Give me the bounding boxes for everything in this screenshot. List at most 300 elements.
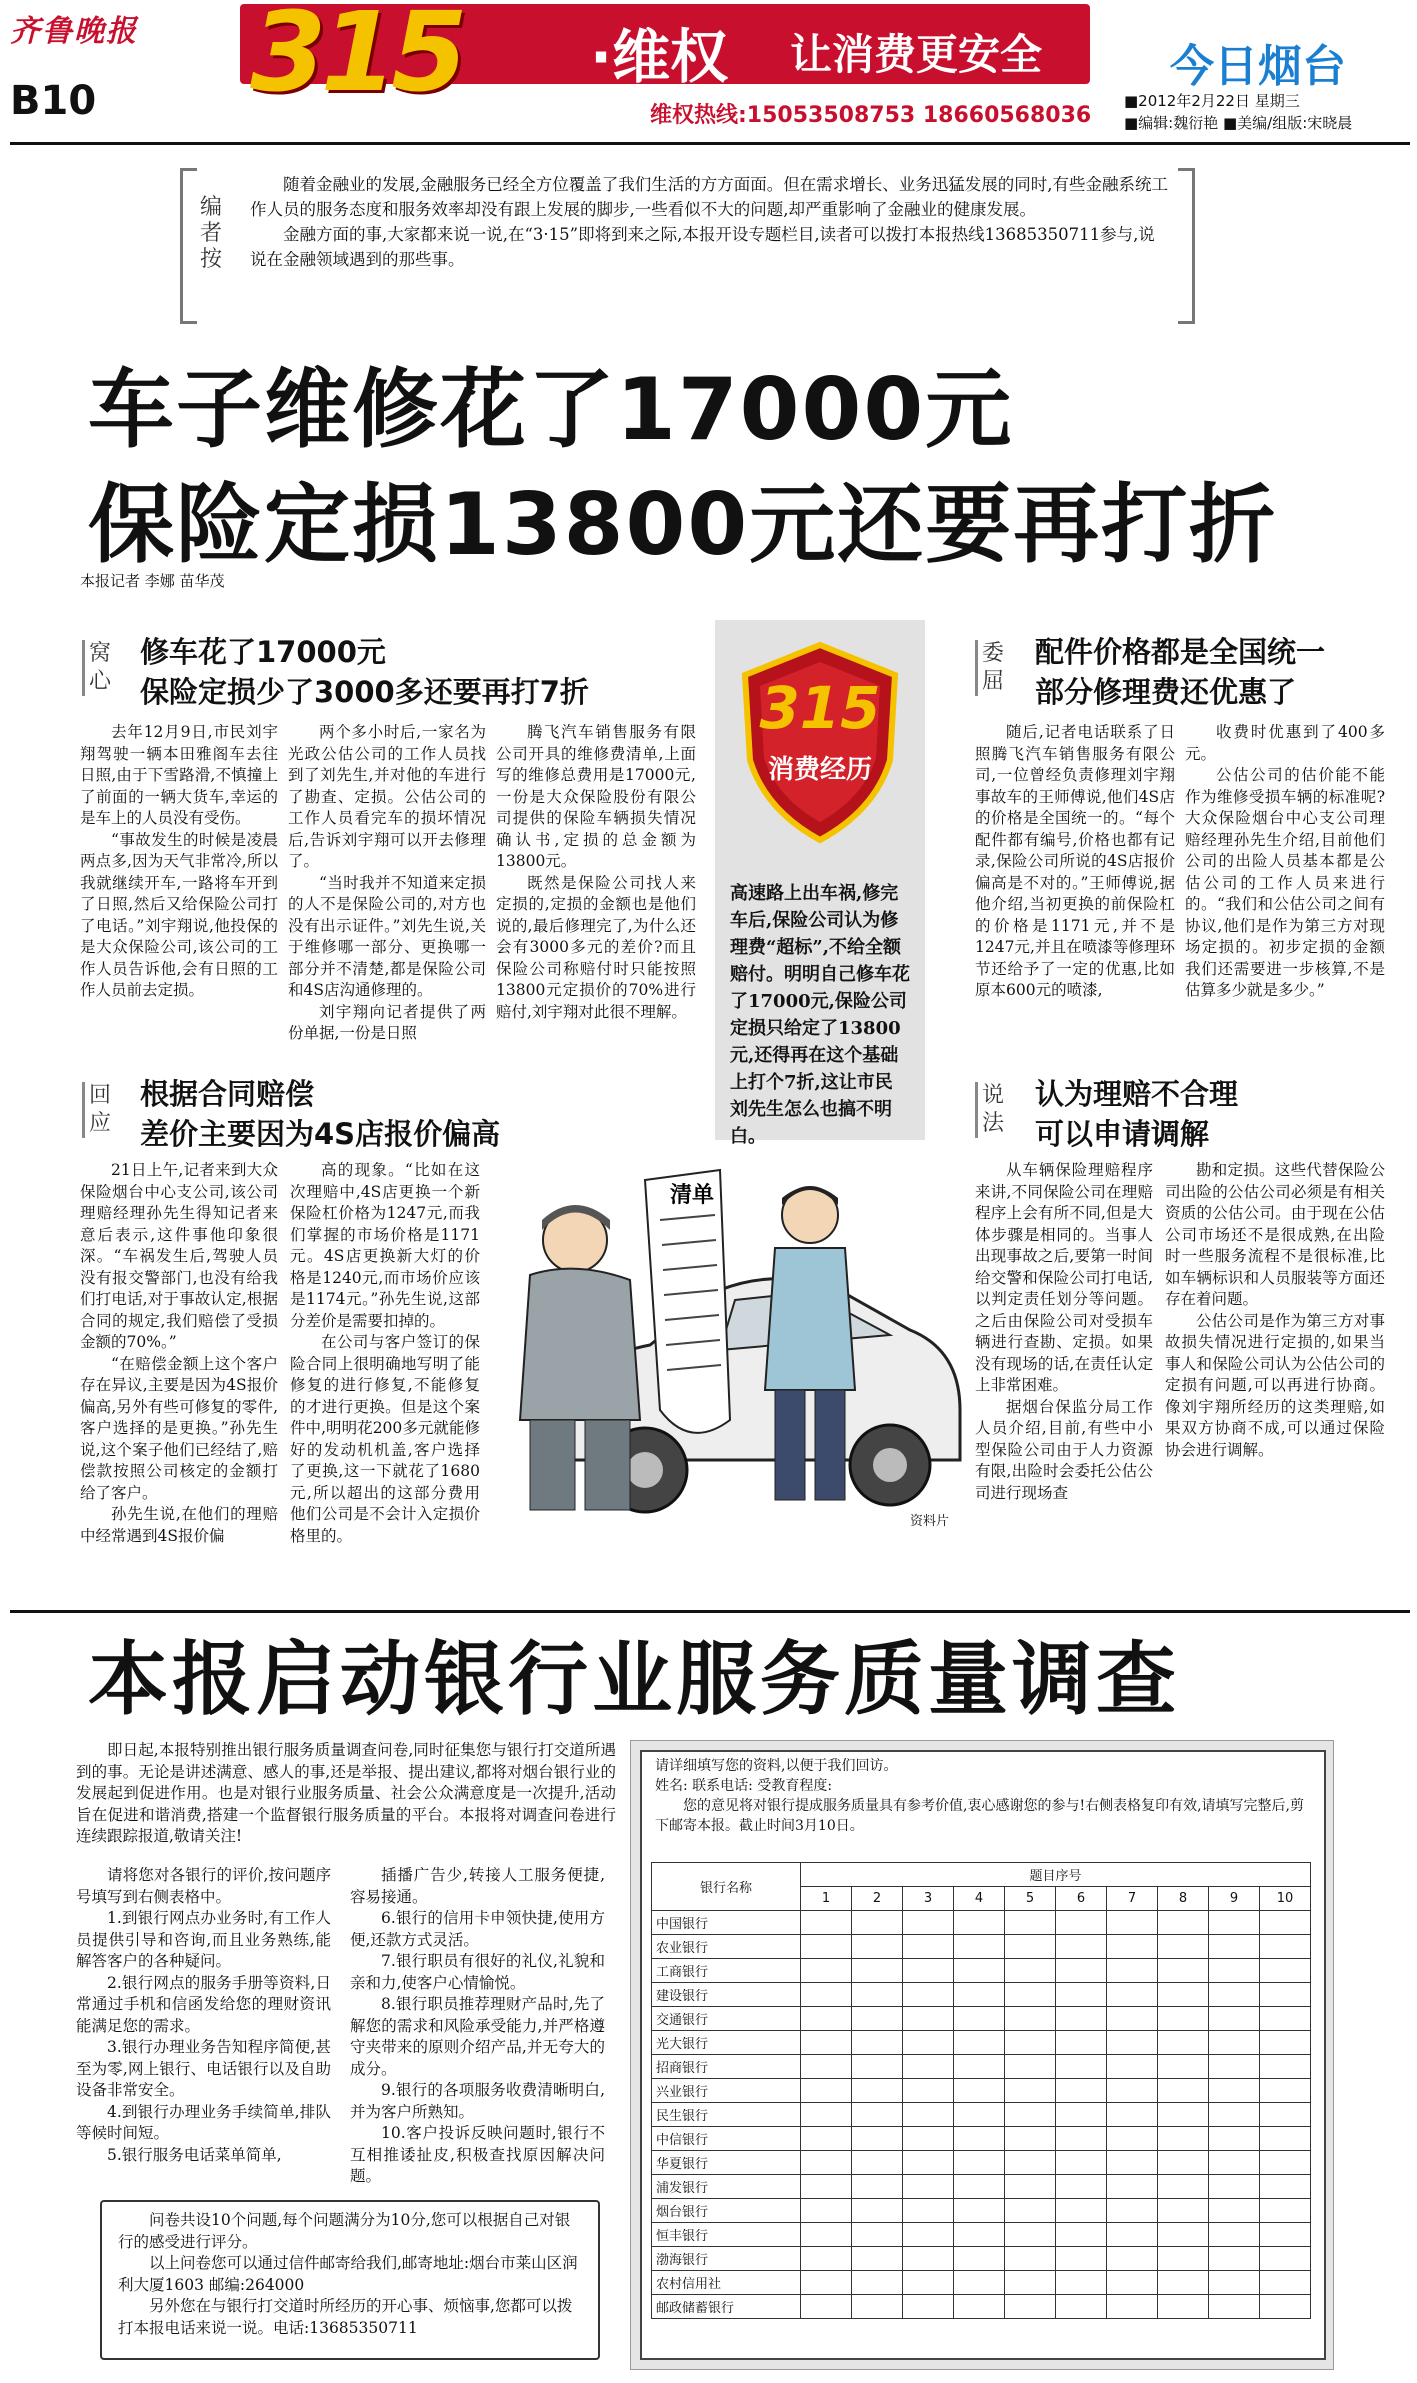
section1-title2: 保险定损少了3000多还要再打7折 [140, 675, 589, 709]
score-cell[interactable] [1107, 2247, 1158, 2271]
score-cell[interactable] [1107, 2151, 1158, 2175]
score-cell[interactable] [1005, 2079, 1056, 2103]
section2-title2: 部分修理费还优惠了 [1035, 675, 1297, 709]
score-cell[interactable] [1056, 2199, 1107, 2223]
score-cell[interactable] [903, 2007, 954, 2031]
score-cell[interactable] [1158, 2199, 1209, 2223]
score-cell[interactable] [1005, 2295, 1056, 2319]
list-label: 清单 [670, 1183, 715, 1208]
paragraph: 6.银行的信用卡申领快捷,使用方便,还款方式灵活。 [350, 1909, 605, 1949]
score-cell[interactable] [852, 2007, 903, 2031]
paragraph: 两个多小时后,一家名为光政公估公司的工作人员找到了刘先生,并对他的车进行了勘查、定损。公估公司的工作人员看完车的损坏情况后,告诉刘宇翔可以开去修理了。 [288, 723, 486, 870]
score-cell[interactable] [1158, 1983, 1209, 2007]
score-cell[interactable] [801, 1959, 852, 1983]
question-number: 8 [1158, 1887, 1209, 1911]
score-cell[interactable] [954, 2247, 1005, 2271]
score-cell[interactable] [903, 2175, 954, 2199]
section-rule [10, 1610, 1410, 1613]
score-cell[interactable] [852, 1911, 903, 1935]
score-cell[interactable] [1107, 2103, 1158, 2127]
score-cell[interactable] [954, 1911, 1005, 1935]
score-cell[interactable] [801, 2223, 852, 2247]
table-row [652, 2079, 1311, 2103]
score-cell[interactable] [954, 2127, 1005, 2151]
bank-questions-col-a [76, 1865, 331, 2166]
survey-instructions [655, 1756, 1305, 1836]
score-cell[interactable] [954, 2175, 1005, 2199]
score-cell[interactable] [852, 1983, 903, 2007]
section1-tag: 窝心 [82, 640, 123, 696]
section4-heading [1035, 1074, 1405, 1154]
score-cell[interactable] [1107, 2007, 1158, 2031]
score-cell[interactable] [903, 2103, 954, 2127]
score-cell[interactable] [801, 2103, 852, 2127]
score-cell[interactable] [852, 2031, 903, 2055]
table-row [652, 1959, 1311, 1983]
section3-col-a [80, 1160, 278, 1547]
score-cell[interactable] [801, 2175, 852, 2199]
score-cell[interactable] [801, 2271, 852, 2295]
bank-headline: 本报启动银行业服务质量调查 [88, 1633, 1180, 1726]
score-cell[interactable] [1260, 2223, 1311, 2247]
score-cell[interactable] [1209, 2151, 1260, 2175]
paragraph: 收费时优惠到了400多元。 [1185, 723, 1385, 763]
score-cell[interactable] [1107, 2127, 1158, 2151]
score-cell[interactable] [954, 2199, 1005, 2223]
score-cell[interactable] [903, 1935, 954, 1959]
bank-questions-col-b [350, 1865, 605, 2188]
score-cell[interactable] [1056, 2103, 1107, 2127]
paragraph: 问卷共设10个问题,每个问题满分为10分,您可以根据自己对银行的感受进行评分。 [118, 2211, 571, 2251]
score-cell[interactable] [852, 2079, 903, 2103]
score-cell[interactable] [1158, 1959, 1209, 1983]
bank-name: 光大银行 [652, 2031, 801, 2055]
bank-name: 中信银行 [652, 2127, 801, 2151]
section3-col-b [290, 1160, 480, 1547]
score-cell[interactable] [954, 2031, 1005, 2055]
score-cell[interactable] [1260, 2295, 1311, 2319]
score-cell[interactable] [954, 2271, 1005, 2295]
header-rule [10, 142, 1410, 145]
paragraph: 以上问卷您可以通过信件邮寄给我们,邮寄地址:烟台市莱山区润利大厦1603 邮编:264000 [118, 2254, 578, 2294]
score-cell[interactable] [1209, 2175, 1260, 2199]
paragraph: 随后,记者电话联系了日照腾飞汽车销售服务有限公司,一位曾经负责修理刘宇翔事故车的王师傅说,他们4S店的价格是全国统一的。“每个配件都有编号,价格也都有记录,保险公司所说的4S店报价偏高是不对的。”王师傅说,据他介绍,当初更换的前保险杠的价格是1171元,并不是1247元,并且在喷漆等修理环节还给予了一定的优惠,比如原本600元的喷漆, [975, 723, 1175, 999]
score-cell[interactable] [1107, 1959, 1158, 1983]
paragraph: 高的现象。“比如在这次理赔中,4S店更换一个新保险杠价格为1247元,而我们掌握的市场价格是1171元。4S店更换新大灯的价格是1240元,而市场价应该是1174元。”孙先生说,这部分差价是需要扣掉的。 [290, 1161, 480, 1330]
score-cell[interactable] [801, 2151, 852, 2175]
survey-body [652, 1911, 1311, 2319]
score-cell[interactable] [1158, 2271, 1209, 2295]
question-number: 5 [1005, 1887, 1056, 1911]
paragraph: 据烟台保监分局工作人员介绍,目前,有些中小型保险公司由于人力资源有限,出险时会委托公估公司进行现场查 [975, 1397, 1153, 1502]
paragraph: 在公司与客户签订的保险合同上很明确地写明了能修复的进行修复,不能修复的才进行更换。但是这个案件中,明明花200多元就能修好的发动机机盖,客户选择了更换,这一下就花了1680元,所以超出的这部分费用他们公司是不会计入定损价格里的。 [290, 1333, 480, 1545]
section4-col-a [975, 1160, 1153, 1504]
survey-instr2[interactable]: 姓名: 联系电话: 受教育程度: [655, 1778, 833, 1794]
section2-col-b [1185, 722, 1385, 1002]
score-cell[interactable] [1260, 2247, 1311, 2271]
paragraph: 腾飞汽车销售服务有限公司开具的维修费清单,上面写的维修总费用是17000元,一份是大众保险股份有限公司提供的保险车辆损失情况确认书,定损的总金额为13800元。 [496, 723, 696, 870]
score-cell[interactable] [903, 1959, 954, 1983]
score-cell[interactable] [1260, 2127, 1311, 2151]
section4-title1: 认为理赔不合理 [1035, 1077, 1239, 1111]
banner-title: ·维权 [590, 23, 729, 91]
score-cell[interactable] [1005, 2223, 1056, 2247]
score-cell[interactable] [801, 1983, 852, 2007]
score-cell[interactable] [1209, 2079, 1260, 2103]
score-cell[interactable] [1056, 2127, 1107, 2151]
score-cell[interactable] [852, 1935, 903, 1959]
score-cell[interactable] [903, 2271, 954, 2295]
table-row [652, 2103, 1311, 2127]
score-cell[interactable] [1005, 2055, 1056, 2079]
score-cell[interactable] [1260, 2271, 1311, 2295]
question-number: 9 [1209, 1887, 1260, 1911]
score-cell[interactable] [801, 2055, 852, 2079]
paragraph: 8.银行职员推荐理财产品时,先了解您的需求和风险承受能力,并严格遵守夹带来的原则介绍产品,并无夸大的成分。 [350, 1995, 605, 2078]
score-cell[interactable] [852, 2271, 903, 2295]
table-row [652, 1935, 1311, 1959]
headline-line1: 车子维修花了17000元 [88, 360, 1014, 460]
score-cell[interactable] [1056, 2079, 1107, 2103]
score-cell[interactable] [1158, 2295, 1209, 2319]
score-cell[interactable] [903, 2223, 954, 2247]
paragraph: 3.银行办理业务告知程序简便,甚至为零,网上银行、电话银行以及自助设备非常安全。 [76, 2038, 331, 2099]
score-cell[interactable] [1260, 2175, 1311, 2199]
score-cell[interactable] [1056, 2175, 1107, 2199]
badge-text: 消费经历 [767, 755, 873, 785]
score-cell[interactable] [1056, 2007, 1107, 2031]
score-cell[interactable] [1107, 2175, 1158, 2199]
score-cell[interactable] [1056, 1911, 1107, 1935]
score-cell[interactable] [1158, 2079, 1209, 2103]
table-row [652, 1911, 1311, 1935]
headline-line2: 保险定损13800元还要再打折 [88, 475, 1278, 575]
score-cell[interactable] [852, 2127, 903, 2151]
survey-table [651, 1862, 1311, 2319]
masthead: 齐鲁晚报 [10, 14, 138, 49]
score-cell[interactable] [1005, 2103, 1056, 2127]
score-cell[interactable] [1107, 2199, 1158, 2223]
score-cell[interactable] [852, 2175, 903, 2199]
editor-line: ■编辑:魏衍艳 ■美编/组版:宋晓晨 [1124, 114, 1353, 132]
score-cell[interactable] [1260, 1935, 1311, 1959]
score-cell[interactable] [1209, 2271, 1260, 2295]
table-row [652, 2127, 1311, 2151]
bank-name: 建设银行 [652, 1983, 801, 2007]
score-cell[interactable] [1056, 2247, 1107, 2271]
paragraph: 孙先生说,在他们的理赔中经常遇到4S报价偏 [80, 1505, 278, 1545]
score-cell[interactable] [1107, 1935, 1158, 1959]
bank-name: 恒丰银行 [652, 2223, 801, 2247]
score-cell[interactable] [1107, 2055, 1158, 2079]
score-cell[interactable] [801, 2031, 852, 2055]
header-question: 题目序号 [801, 1863, 1311, 1887]
score-cell[interactable] [1260, 1911, 1311, 1935]
score-cell[interactable] [954, 2103, 1005, 2127]
section4-title2: 可以申请调解 [1035, 1117, 1210, 1151]
paragraph: 公估公司是作为第三方对事故损失情况进行定损的,如果当事人和保险公司认为公估公司的定损有问题,可以再进行协商。像刘宇翔所经历的这类理赔,如果双方协商不成,可以通过保险协会进行调解。 [1165, 1311, 1385, 1459]
paragraph: 9.银行的各项服务收费清晰明白,并为客户所熟知。 [350, 2081, 605, 2121]
question-number: 2 [852, 1887, 903, 1911]
score-cell[interactable] [1260, 1983, 1311, 2007]
score-cell[interactable] [852, 2295, 903, 2319]
section3-title1: 根据合同赔偿 [140, 1077, 315, 1111]
paragraph: 插播广告少,转接人工服务便捷,容易接通。 [350, 1866, 605, 1906]
score-cell[interactable] [1209, 2223, 1260, 2247]
score-cell[interactable] [1005, 1983, 1056, 2007]
paragraph: 另外您在与银行打交道时所经历的开心事、烦恼事,您都可以拨打本报电话来说一说。电话:13685350711 [118, 2297, 573, 2337]
table-row [652, 2295, 1311, 2319]
bank-name: 交通银行 [652, 2007, 801, 2031]
bank-name: 中国银行 [652, 1911, 801, 1935]
banner-315-logo: 315 [250, 0, 462, 116]
score-cell[interactable] [1005, 2007, 1056, 2031]
score-cell[interactable] [1005, 1935, 1056, 1959]
section4-col-b [1165, 1160, 1385, 1461]
table-row [652, 2055, 1311, 2079]
score-cell[interactable] [852, 1959, 903, 1983]
date-line: ■2012年2月22日 星期三 [1124, 92, 1300, 110]
table-row [652, 1983, 1311, 2007]
table-row [652, 2031, 1311, 2055]
score-cell[interactable] [1158, 2127, 1209, 2151]
editor-note-p2: 金融方面的事,大家都来说一说,在“3·15”即将到来之际,本报开设专题栏目,读者可以拨打本报热线13685350711参与,说说在金融领域遇到的那些事。 [250, 225, 1155, 269]
score-cell[interactable] [903, 1983, 954, 2007]
score-cell[interactable] [801, 2007, 852, 2031]
score-cell[interactable] [1260, 2103, 1311, 2127]
score-cell[interactable] [903, 1911, 954, 1935]
score-cell[interactable] [1056, 2295, 1107, 2319]
score-cell[interactable] [1260, 2199, 1311, 2223]
score-cell[interactable] [1260, 2031, 1311, 2055]
score-cell[interactable] [1107, 2295, 1158, 2319]
paragraph: 从车辆保险理赔程序来讲,不同保险公司在理赔程序上会有所不同,但是大体步骤是相同的。当事人出现事故之后,要第一时间给交警和保险公司打电话,以判定责任划分等问题。之后由保险公司对受损车辆进行查勘、定损。如果没有现场的话,在责任认定上非常困难。 [975, 1161, 1153, 1394]
score-cell[interactable] [1158, 2031, 1209, 2055]
bank-intro [76, 1740, 616, 1848]
score-cell[interactable] [1056, 2223, 1107, 2247]
bank-name: 邮政储蓄银行 [652, 2295, 801, 2319]
paragraph: 4.到银行办理业务手续简单,排队等候时间短。 [76, 2102, 331, 2142]
score-cell[interactable] [1056, 1959, 1107, 1983]
score-cell[interactable] [852, 2151, 903, 2175]
score-cell[interactable] [1209, 2031, 1260, 2055]
score-cell[interactable] [1158, 2175, 1209, 2199]
score-cell[interactable] [1209, 2055, 1260, 2079]
score-cell[interactable] [954, 1983, 1005, 2007]
table-row [652, 2223, 1311, 2247]
bank-name: 民生银行 [652, 2103, 801, 2127]
score-cell[interactable] [903, 2031, 954, 2055]
score-cell[interactable] [801, 1911, 852, 1935]
score-cell[interactable] [903, 2079, 954, 2103]
section2-col-a [975, 722, 1175, 1002]
score-cell[interactable] [1107, 1983, 1158, 2007]
score-cell[interactable] [1056, 1983, 1107, 2007]
score-cell[interactable] [801, 2247, 852, 2271]
score-cell[interactable] [1260, 2007, 1311, 2031]
score-cell[interactable] [852, 2055, 903, 2079]
score-cell[interactable] [1107, 2223, 1158, 2247]
paragraph: 即日起,本报特别推出银行服务质量调查问卷,同时征集您与银行打交道所遇到的事。无论是讲述满意、感人的事,还是举报、提出建议,都将对烟台银行业的发展起到促进作用。也是对银行业服务质量、社会公众满意度是一次提升,活动旨在促进和谐消费,搭建一个监督银行服务质量的平台。本报将对调查问卷进行连续跟踪报道,敬请关注! [76, 1741, 616, 1845]
score-cell[interactable] [1260, 1959, 1311, 1983]
score-cell[interactable] [852, 2223, 903, 2247]
score-cell[interactable] [852, 2103, 903, 2127]
bank-name: 渤海银行 [652, 2247, 801, 2271]
section1-col-c [496, 722, 696, 1023]
bank-name: 兴业银行 [652, 2079, 801, 2103]
score-cell[interactable] [954, 2055, 1005, 2079]
score-cell[interactable] [1209, 2199, 1260, 2223]
bank-name: 工商银行 [652, 1959, 801, 1983]
paragraph: 2.银行网点的服务手册等资料,日常通过手机和信函发给您的理财资讯能满足您的需求。 [76, 1973, 331, 2035]
score-cell[interactable] [1158, 1935, 1209, 1959]
score-cell[interactable] [801, 2295, 852, 2319]
score-cell[interactable] [1107, 1911, 1158, 1935]
bank-name: 华夏银行 [652, 2151, 801, 2175]
page-number: B10 [10, 78, 97, 124]
score-cell[interactable] [801, 2079, 852, 2103]
paragraph: 7.银行职员有很好的礼仪,礼貌和亲和力,使客户心情愉悦。 [350, 1952, 605, 1992]
score-cell[interactable] [801, 1935, 852, 1959]
score-cell[interactable] [1056, 2031, 1107, 2055]
question-number: 3 [903, 1887, 954, 1911]
paragraph: 5.银行服务电话菜单简单, [107, 2145, 282, 2164]
score-cell[interactable] [1056, 2055, 1107, 2079]
bank-name: 农村信用社 [652, 2271, 801, 2295]
survey-instr3: 您的意见将对银行提成服务质量具有参考价值,衷心感谢您的参与!右侧表格复印有效,请填写完整后,剪下邮寄本报。截止时间3月10日。 [655, 1798, 1304, 1834]
paragraph: 21日上午,记者来到大众保险烟台中心支公司,该公司理赔经理孙先生得知记者来意后表示,这件事他印象很深。“车祸发生后,驾驶人员没有报交警部门,也没有给我们打电话,对于事故认定,根据合同的规定,我们赔偿了受损金额的70%。” [80, 1161, 278, 1351]
score-cell[interactable] [903, 2247, 954, 2271]
score-cell[interactable] [1209, 2103, 1260, 2127]
note-bracket-right [1178, 168, 1195, 324]
paragraph: 1.到银行网点办业务时,有工作人员提供引导和咨询,而且业务熟练,能解答客户的各种疑问。 [76, 1909, 331, 1970]
bank-info-box [100, 2200, 600, 2360]
score-cell[interactable] [1209, 2007, 1260, 2031]
paragraph: 公估公司的估价能不能作为维修受损车辆的标准呢?大众保险烟台中心支公司理赔经理孙先生介绍,目前他们公司的出险人员基本都是公估公司的工作人员来进行的。“我们和公估公司之间有协议,他们是作为第三方对现场定损的。初步定损的金额我们还需要进一步核算,不是估算多少就是多少。” [1185, 766, 1385, 999]
shield-badge-icon [735, 640, 905, 845]
score-cell[interactable] [1005, 1959, 1056, 1983]
score-cell[interactable] [954, 2223, 1005, 2247]
table-row [652, 2175, 1311, 2199]
score-cell[interactable] [1158, 2247, 1209, 2271]
paragraph: “事故发生的时候是凌晨两点多,因为天气非常冷,所以我就继续开车,一路将车开到了日照,然后又给保险公司打了电话。”刘宇翔说,他投保的是大众保险公司,该公司的工作人员告诉他,会有日照的工作人员前去定损。 [80, 830, 278, 999]
editor-note [250, 172, 1170, 272]
score-cell[interactable] [903, 2055, 954, 2079]
score-cell[interactable] [1005, 2271, 1056, 2295]
bank-name: 农业银行 [652, 1935, 801, 1959]
sidebar-text: 高速路上出车祸,修完车后,保险公司认为修理费“超标”,不给全额赔付。明明自己修车花了17000元,保险公司定损只给定了13800元,还得再在这个基础上打个7折,这让市民刘先生怎么也搞不明白。 [730, 883, 910, 1147]
banner-subtitle: 让消费更安全 [790, 30, 1043, 79]
table-row [652, 2151, 1311, 2175]
score-cell[interactable] [903, 2295, 954, 2319]
section3-tag: 回应 [82, 1082, 123, 1138]
section3-heading [140, 1074, 700, 1154]
score-cell[interactable] [1209, 1911, 1260, 1935]
score-cell[interactable] [1005, 2199, 1056, 2223]
section1-title1: 修车花了17000元 [140, 635, 386, 669]
section1-col-b [288, 722, 486, 1045]
score-cell[interactable] [801, 2127, 852, 2151]
score-cell[interactable] [1158, 2055, 1209, 2079]
badge-number: 315 [759, 674, 881, 742]
photo-credit: 资料片 [910, 1514, 950, 1529]
section2-tag: 委屈 [975, 640, 1016, 696]
score-cell[interactable] [903, 2199, 954, 2223]
score-cell[interactable] [852, 2247, 903, 2271]
score-cell[interactable] [1209, 2247, 1260, 2271]
score-cell[interactable] [954, 2079, 1005, 2103]
question-number: 1 [801, 1887, 852, 1911]
score-cell[interactable] [1005, 1911, 1056, 1935]
score-cell[interactable] [1005, 2175, 1056, 2199]
paragraph: “在赔偿金额上这个客户存在异议,主要是因为4S报价偏高,另外有些可修复的零件,客户选择的是更换。”孙先生说,这个案子他们已经结了,赔偿款按照公司核定的金额打给了客户。 [80, 1354, 278, 1502]
score-cell[interactable] [1158, 2007, 1209, 2031]
score-cell[interactable] [1209, 2295, 1260, 2319]
section1-col-a [80, 722, 278, 1002]
score-cell[interactable] [1158, 2223, 1209, 2247]
paragraph: 勘和定损。这些代替保险公司出险的公估公司必须是有相关资质的公估公司。由于现在公估公司市场还不是很成熟,在出险时一些服务流程不是很标准,比如车辆标识和人员服装等方面还存在着问题。 [1165, 1161, 1385, 1308]
score-cell[interactable] [1107, 2271, 1158, 2295]
section2-heading [1035, 632, 1405, 712]
section4-tag: 说法 [975, 1082, 1016, 1138]
paragraph: “当时我并不知道来定损的人不是保险公司的,对方也没有出示证件。”刘先生说,关于维修哪一部分、更换哪一部分并不清楚,都是保险公司和4S店沟通修理的。 [288, 873, 486, 999]
score-cell[interactable] [1260, 2151, 1311, 2175]
score-cell[interactable] [903, 2151, 954, 2175]
score-cell[interactable] [1209, 2127, 1260, 2151]
score-cell[interactable] [954, 1959, 1005, 1983]
score-cell[interactable] [1005, 2031, 1056, 2055]
score-cell[interactable] [1107, 2031, 1158, 2055]
score-cell[interactable] [954, 2007, 1005, 2031]
section-name: 今日烟台 [1170, 41, 1346, 92]
paragraph: 刘宇翔向记者提供了两份单据,一份是日照 [288, 1002, 486, 1042]
paragraph: 请将您对各银行的评价,按问题序号填写到右侧表格中。 [76, 1866, 331, 1906]
question-number: 6 [1056, 1887, 1107, 1911]
score-cell[interactable] [1056, 2151, 1107, 2175]
question-number: 10 [1260, 1887, 1311, 1911]
bank-name: 浦发银行 [652, 2175, 801, 2199]
score-cell[interactable] [1158, 2103, 1209, 2127]
score-cell[interactable] [1005, 2151, 1056, 2175]
score-cell[interactable] [852, 2199, 903, 2223]
table-row [652, 2271, 1311, 2295]
score-cell[interactable] [1209, 1935, 1260, 1959]
score-cell[interactable] [1260, 2079, 1311, 2103]
score-cell[interactable] [1209, 1983, 1260, 2007]
score-cell[interactable] [1005, 2247, 1056, 2271]
table-row [652, 2007, 1311, 2031]
section2-title1: 配件价格都是全国统一 [1035, 635, 1326, 669]
score-cell[interactable] [954, 1935, 1005, 1959]
score-cell[interactable] [954, 2295, 1005, 2319]
section3-title2: 差价主要因为4S店报价偏高 [140, 1117, 501, 1151]
score-cell[interactable] [1005, 2127, 1056, 2151]
section1-heading [140, 632, 700, 712]
paragraph: 去年12月9日,市民刘宇翔驾驶一辆本田雅阁车去往日照,由于下雪路滑,不慎撞上了前面的一辆大货车,幸运的是车上的人员没有受伤。 [80, 723, 278, 827]
score-cell[interactable] [801, 2199, 852, 2223]
score-cell[interactable] [1056, 2271, 1107, 2295]
score-cell[interactable] [1158, 2151, 1209, 2175]
score-cell[interactable] [1107, 2079, 1158, 2103]
score-cell[interactable] [1158, 1911, 1209, 1935]
score-cell[interactable] [903, 2127, 954, 2151]
mechanic-car-illustration [470, 1160, 970, 1540]
editor-note-p1: 随着金融业的发展,金融服务已经全方位覆盖了我们生活的方方面面。但在需求增长、业务迅猛发展的同时,有些金融系统工作人员的服务态度和服务效率却没有跟上发展的脚步,一些看似不大的问题,却严重影响了金融业的健康发展。 [250, 175, 1168, 219]
score-cell[interactable] [954, 2151, 1005, 2175]
score-cell[interactable] [1209, 1959, 1260, 1983]
score-cell[interactable] [1056, 1935, 1107, 1959]
score-cell[interactable] [1260, 2055, 1311, 2079]
